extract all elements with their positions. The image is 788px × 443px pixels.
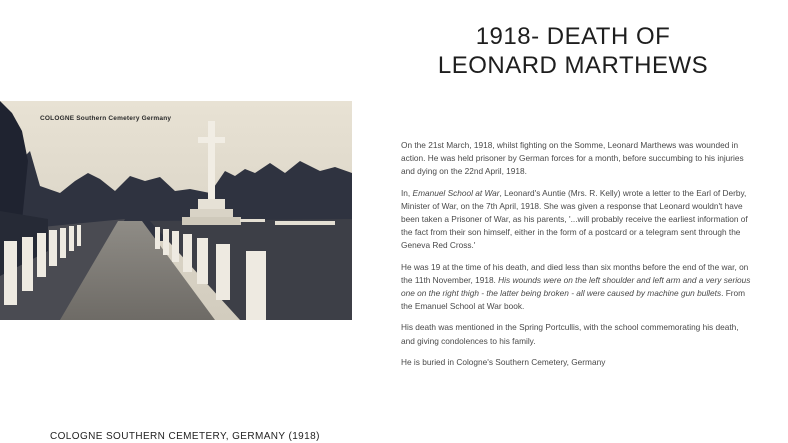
cemetery-photo <box>0 101 352 320</box>
title-line-2: LEONARD MARTHEWS <box>437 52 709 79</box>
title-line-1: 1918- DEATH OF <box>475 23 671 50</box>
photo-caption: COLOGNE SOUTHERN CEMETERY, GERMANY (1918) <box>50 431 320 442</box>
paragraph-3 <box>401 261 751 314</box>
paragraph-3-text-a: He was 19 at the time of his death, and died less than six months before the end of the war, on the 11th November, 1918. <box>401 261 749 285</box>
paragraph-5: He is buried in Cologne's Southern Cemetery, Germany <box>401 356 606 367</box>
photo-print-label: COLOGNE Southern Cemetery Germany <box>40 115 172 122</box>
paragraph-2-text-a: In, <box>401 187 413 198</box>
wounds-quote: His wounds were on the left shoulder and left arm and a very serious one on the right thigh - the latter being broken - all were caused by machine gun bullets <box>401 274 751 299</box>
paragraph-2 <box>401 187 751 253</box>
book-title: Emanuel School at War <box>412 187 500 198</box>
paragraph-1: On the 21st March, 1918, whilst fighting on the Somme, Leonard Marthews was wounded in action. He was held prisoner by German forces for a month, before succumbing to his injuries and dying on the 22nd April, 1918. <box>401 140 744 177</box>
article-body <box>401 139 751 377</box>
paragraph-3-text-b: . From the Emanuel School at War book. <box>401 288 746 312</box>
paragraph-4: His death was mentioned in the Spring Portcullis, with the school commemorating his death, and giving condolences to his family. <box>401 322 739 346</box>
page-title <box>400 22 746 80</box>
paragraph-2-text-b: , Leonard's Auntie (Mrs. R. Kelly) wrote a letter to the Earl of Derby, Minister of War, on the 7th April, 1918. She was given a response that Leonard wouldn't have been taken a Prisoner of War, as his parents, '...will probably receive the earliest information of the fact from their son himself, either in the form of a postcard or a telegram sent through the Geneva Red Cross.' <box>401 187 748 251</box>
